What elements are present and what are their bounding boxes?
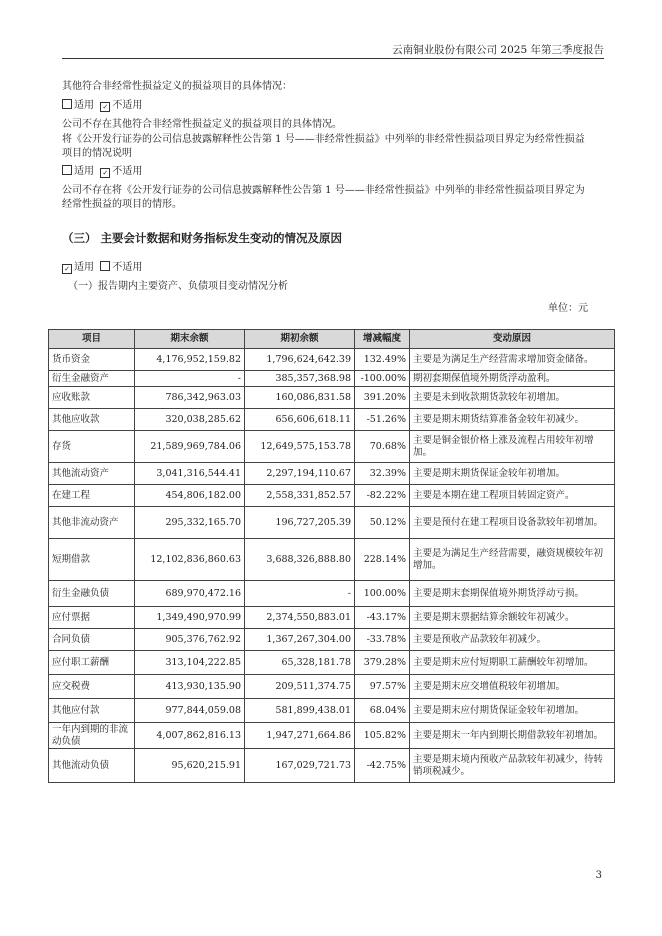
opening-balance-cell: 3,688,326,888.80: [245, 539, 355, 581]
opening-balance-cell: 12,649,575,153.78: [245, 431, 355, 463]
change-rate-cell: 68.04%: [355, 699, 410, 723]
subsection-title: （一）报告期内主要资产、负债项目变动情况分析: [68, 281, 288, 292]
change-rate-cell: 105.82%: [355, 723, 410, 749]
change-rate-cell: 32.39%: [355, 463, 410, 485]
checked-box-icon: ✓: [62, 264, 72, 274]
opening-balance-cell: 2,297,194,110.67: [245, 463, 355, 485]
change-rate-cell: -100.00%: [355, 371, 410, 387]
section-title: （三） 主要会计数据和财务指标发生变动的情况及原因: [62, 231, 343, 245]
table-body: [49, 349, 615, 783]
ending-balance-cell: 21,589,969,784.06: [135, 431, 245, 463]
opening-balance-cell: 2,374,550,883.01: [245, 607, 355, 629]
change-rate-cell: -33.78%: [355, 629, 410, 651]
ending-balance-cell: 4,176,952,159.82: [135, 349, 245, 371]
table-row: [49, 349, 615, 371]
table-row: [49, 463, 615, 485]
column-header: 期末余额: [135, 330, 245, 349]
change-rate-cell: 50.12%: [355, 507, 410, 539]
paragraph: 公司不存在其他符合非经常性损益定义的损益项目的具体情况。: [62, 119, 342, 130]
item-cell: 货币资金: [49, 349, 135, 371]
item-cell: 应交税费: [49, 675, 135, 699]
table-row: [49, 675, 615, 699]
opening-balance-cell: 65,328,181.78: [245, 651, 355, 675]
change-rate-cell: 70.68%: [355, 431, 410, 463]
table-header-row: [49, 330, 615, 349]
change-rate-cell: -43.17%: [355, 607, 410, 629]
option-label: 不适用: [112, 262, 143, 273]
ending-balance-cell: 977,844,059.08: [135, 699, 245, 723]
item-cell: 衍生金融资产: [49, 371, 135, 387]
ending-balance-cell: 313,104,222.85: [135, 651, 245, 675]
column-header: 项目: [49, 330, 135, 349]
column-header: 期初余额: [245, 330, 355, 349]
unchecked-box-icon: [62, 165, 72, 175]
change-rate-cell: 132.49%: [355, 349, 410, 371]
table-row: [49, 371, 615, 387]
paragraph: 公司不存在将《公开发行证券的公司信息披露解释性公告第 1 号——非经常性损益》中列举的非经常性损益项目界定为: [62, 185, 585, 196]
change-rate-cell: -51.26%: [355, 409, 410, 431]
item-cell: 短期借款: [49, 539, 135, 581]
table-row: [49, 749, 615, 783]
table-row: [49, 723, 615, 749]
item-cell: 合同负债: [49, 629, 135, 651]
paragraph: 其他符合非经常性损益定义的损益项目的具体情况：: [62, 81, 292, 92]
opening-balance-cell: 196,727,205.39: [245, 507, 355, 539]
table-row: [49, 699, 615, 723]
ending-balance-cell: 905,376,762.92: [135, 629, 245, 651]
change-rate-cell: 379.28%: [355, 651, 410, 675]
unchecked-box-icon: [62, 99, 72, 109]
page-number: 3: [595, 870, 602, 881]
reason-cell: 主要是期末应付期货保证金较年初增加。: [410, 699, 615, 723]
item-cell: 其他流动负债: [49, 749, 135, 783]
column-header: 增减幅度: [355, 330, 410, 349]
table-row: [49, 629, 615, 651]
item-cell: 应付职工薪酬: [49, 651, 135, 675]
reason-cell: 主要是为满足生产经营需求增加资金储备。: [410, 349, 615, 371]
option-label: 不适用: [112, 100, 143, 111]
checked-box-icon: ✓: [100, 102, 110, 112]
table-row: [49, 387, 615, 409]
report-header: 云南铜业股份有限公司 2025 年第三季度报告: [62, 44, 604, 59]
column-header: 变动原因: [410, 330, 615, 349]
ending-balance-cell: 320,038,285.62: [135, 409, 245, 431]
ending-balance-cell: -: [135, 371, 245, 387]
item-cell: 存货: [49, 431, 135, 463]
opening-balance-cell: -: [245, 581, 355, 607]
reason-cell: 主要是期末应交增值税较年初增加。: [410, 675, 615, 699]
unchecked-box-icon: [100, 261, 110, 271]
reason-cell: 主要是期末期货保证金较年初增加。: [410, 463, 615, 485]
table-row: [49, 431, 615, 463]
item-cell: 在建工程: [49, 485, 135, 507]
option-label: 适用: [74, 262, 94, 273]
item-cell: 其他非流动资产: [49, 507, 135, 539]
opening-balance-cell: 656,606,618.11: [245, 409, 355, 431]
item-cell: 一年内到期的非流动负债: [49, 723, 135, 749]
ending-balance-cell: 689,970,472.16: [135, 581, 245, 607]
item-cell: 应付票据: [49, 607, 135, 629]
change-rate-cell: 97.57%: [355, 675, 410, 699]
ending-balance-cell: 454,806,182.00: [135, 485, 245, 507]
table-row: [49, 651, 615, 675]
applicability-options: [62, 165, 142, 179]
checked-box-icon: ✓: [100, 168, 110, 178]
reason-cell: 主要是期末套期保值境外期货浮动亏损。: [410, 581, 615, 607]
ending-balance-cell: 95,620,215.91: [135, 749, 245, 783]
ending-balance-cell: 1,349,490,970.99: [135, 607, 245, 629]
paragraph: 经常性损益的项目的情形。: [62, 199, 182, 210]
unit-label: 单位：元: [548, 303, 588, 314]
opening-balance-cell: 581,899,438.01: [245, 699, 355, 723]
reason-cell: 主要是为满足生产经营需要，融资规模较年初增加。: [410, 539, 615, 581]
item-cell: 应收账款: [49, 387, 135, 409]
change-rate-cell: 391.20%: [355, 387, 410, 409]
reason-cell: 主要是期末期货结算准备金较年初减少。: [410, 409, 615, 431]
option-label: 不适用: [112, 166, 143, 177]
change-rate-cell: -42.75%: [355, 749, 410, 783]
reason-cell: 主要是期末应付短期职工薪酬较年初增加。: [410, 651, 615, 675]
ending-balance-cell: 4,007,862,816.13: [135, 723, 245, 749]
table-row: [49, 539, 615, 581]
reason-cell: 期初套期保值境外期货浮动盈利。: [410, 371, 615, 387]
reason-cell: 主要是期末一年内到期长期借款较年初增加。: [410, 723, 615, 749]
change-rate-cell: 228.14%: [355, 539, 410, 581]
paragraph: 将《公开发行证券的公司信息披露解释性公告第 1 号——非经常性损益》中列举的非经常性损益项目界定为经常性损益: [62, 134, 585, 145]
opening-balance-cell: 1,796,624,642.39: [245, 349, 355, 371]
table-row: [49, 485, 615, 507]
change-rate-cell: 100.00%: [355, 581, 410, 607]
opening-balance-cell: 160,086,831.58: [245, 387, 355, 409]
opening-balance-cell: 2,558,331,852.57: [245, 485, 355, 507]
ending-balance-cell: 3,041,316,544.41: [135, 463, 245, 485]
reason-cell: 主要是期末境内预收产品款较年初减少，待转销项税减少。: [410, 749, 615, 783]
applicability-options: [62, 99, 142, 113]
opening-balance-cell: 1,947,271,664.86: [245, 723, 355, 749]
item-cell: 其他应收款: [49, 409, 135, 431]
change-rate-cell: -82.22%: [355, 485, 410, 507]
applicability-options: [62, 261, 142, 275]
reason-cell: 主要是本期在建工程项目转固定资产。: [410, 485, 615, 507]
option-label: 适用: [74, 166, 94, 177]
reason-cell: 主要是期末票据结算余额较年初减少。: [410, 607, 615, 629]
paragraph: 项目的情况说明: [62, 148, 132, 159]
table-row: [49, 507, 615, 539]
ending-balance-cell: 295,332,165.70: [135, 507, 245, 539]
ending-balance-cell: 12,102,836,860.63: [135, 539, 245, 581]
item-cell: 其他应付款: [49, 699, 135, 723]
opening-balance-cell: 209,511,374.75: [245, 675, 355, 699]
opening-balance-cell: 167,029,721.73: [245, 749, 355, 783]
reason-cell: 主要是铜金银价格上涨及流程占用较年初增加。: [410, 431, 615, 463]
option-label: 适用: [74, 100, 94, 111]
balance-change-table: [48, 329, 615, 783]
table-row: [49, 409, 615, 431]
opening-balance-cell: 385,357,368.98: [245, 371, 355, 387]
reason-cell: 主要是预收产品款较年初减少。: [410, 629, 615, 651]
item-cell: 衍生金融负债: [49, 581, 135, 607]
reason-cell: 主要是预付在建工程项目设备款较年初增加。: [410, 507, 615, 539]
reason-cell: 主要是未到收款期货款较年初增加。: [410, 387, 615, 409]
opening-balance-cell: 1,367,267,304.00: [245, 629, 355, 651]
table-row: [49, 607, 615, 629]
table-row: [49, 581, 615, 607]
ending-balance-cell: 413,930,135.90: [135, 675, 245, 699]
item-cell: 其他流动资产: [49, 463, 135, 485]
ending-balance-cell: 786,342,963.03: [135, 387, 245, 409]
